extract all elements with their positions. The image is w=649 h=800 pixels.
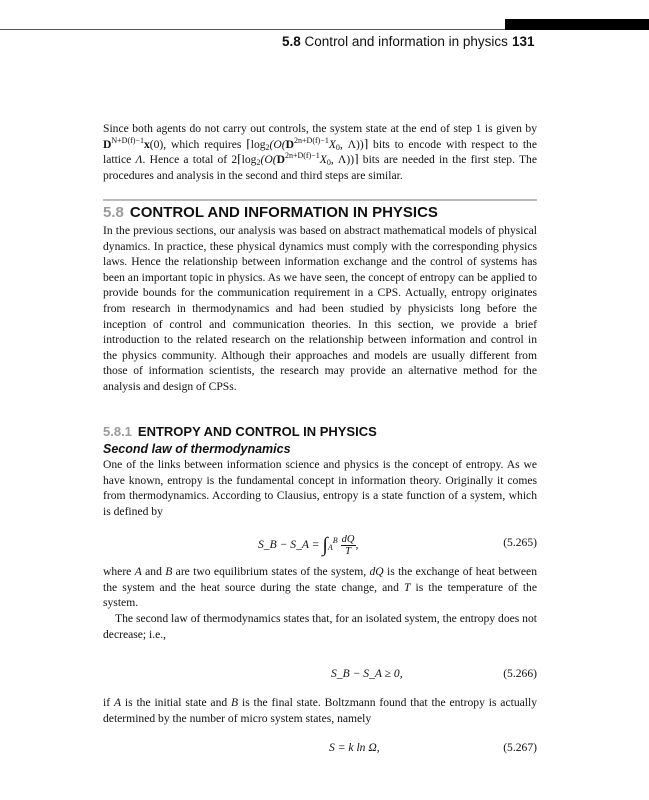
text-run: (0), which requires ⌈log xyxy=(149,137,266,151)
equation-number: (5.267) xyxy=(503,741,537,754)
paragraph-entropy: One of the links between information science and physics is the concept of entropy. As we have known, entropy is the fundamental concept in information theory. Originally it comes from thermodynamics. According to Clausius, entropy is a state function of a system, which is defined by xyxy=(103,458,537,518)
paragraph-boltzmann xyxy=(103,695,537,726)
text-run: Since both agents do not carry out controls, the system state at the end of step 1 is given by xyxy=(103,122,537,135)
numerator: dQ xyxy=(341,534,355,545)
integral-lower: A xyxy=(327,543,333,553)
text-run: . Hence a total of 2⌈log xyxy=(142,153,257,167)
math-b: D xyxy=(285,137,295,151)
running-header-number: 5.8 xyxy=(282,34,301,49)
math-i: X xyxy=(328,137,336,151)
equation-5-267 xyxy=(103,741,537,761)
math-i: (O( xyxy=(260,153,277,167)
math-i: A xyxy=(134,565,142,578)
math-sup: N+D(f)−1 xyxy=(111,135,144,145)
section-rule xyxy=(103,199,537,201)
text-run: , Λ))⌉ bits are needed in the first step. The procedures and analysis in the second and third steps are similar. xyxy=(103,153,537,182)
subsection-title: ENTROPY AND CONTROL IN PHYSICS xyxy=(137,424,377,439)
math-sub: 2 xyxy=(256,158,261,168)
math-i: (O( xyxy=(269,137,286,151)
equation-5-265 xyxy=(103,528,537,558)
running-header xyxy=(282,34,508,49)
text-run: is the temperature of the system. xyxy=(103,580,537,610)
page-number: 131 xyxy=(512,34,535,49)
math-i: A xyxy=(113,696,122,709)
text-run: is the exchange of heat between the system and the heat source during the state change, and xyxy=(103,565,538,594)
math-b: x xyxy=(143,137,150,151)
paragraph-step-one xyxy=(103,121,537,183)
equation-lhs: S_B − S_A = xyxy=(258,538,323,552)
section-title: CONTROL AND INFORMATION IN PHYSICS xyxy=(129,204,438,221)
equation-formula xyxy=(258,534,358,557)
text-run: are two equilibrium states of the system, xyxy=(172,565,370,578)
text-run: if xyxy=(103,696,114,709)
math-sub: 0 xyxy=(326,158,331,168)
paragraph-second-law: The second law of thermodynamics states that, for an isolated system, the entropy does not decrease; i.e., xyxy=(103,612,537,641)
text-run: , Λ))⌉ bits to encode with respect to the lattice xyxy=(103,137,537,167)
math-i: dQ xyxy=(369,565,384,578)
equation-5-266 xyxy=(103,667,537,687)
math-b: D xyxy=(103,137,112,151)
math-sup: 2n+D(f)−1 xyxy=(284,151,320,161)
math-sup: 2n+D(f)−1 xyxy=(294,135,329,145)
math-b: D xyxy=(276,153,285,167)
text-run: and xyxy=(141,565,166,578)
math-i: B xyxy=(165,565,173,578)
math-sub: 0 xyxy=(335,142,340,152)
math-i: Λ xyxy=(135,153,143,167)
equation-number: (5.266) xyxy=(503,667,537,680)
integral-upper: B xyxy=(332,536,338,546)
running-header-title: Control and information in physics xyxy=(304,34,508,49)
fraction xyxy=(341,534,356,557)
equation-formula: S_B − S_A ≥ 0, xyxy=(331,667,403,680)
equation-number: (5.265) xyxy=(503,536,537,549)
section-number: 5.8 xyxy=(103,204,124,221)
paragraph-where xyxy=(103,564,537,611)
paragraph-intro: In the previous sections, our analysis was based on abstract mathematical models of physical dynamics. In practice, these physical dynamics must comply with the corresponding physics laws. Hence the relationship between information exchange and the control of systems has been an important topic in physics. As we have seen, the concept of entropy can be applied to provide bounds for the communication requirement in a CPS. Actually, entropy originates from research in thermodynamics and had been studied by physicists long before the inception of control and communication theories. In this section, we provide a brief introduction to the related research on the relationship between information and control in the physics community. Although their approaches and models are usually different from those of information scientists, the research may provide an alternative method for the analysis and design of CPSs. xyxy=(103,224,537,393)
subsubsection-heading: Second law of thermodynamics xyxy=(103,442,291,456)
text-run: where xyxy=(103,565,135,578)
chapter-tab-bar xyxy=(505,19,649,30)
equation-formula: S = k ln Ω, xyxy=(329,741,380,754)
denominator: T xyxy=(345,546,351,557)
subsection-heading xyxy=(103,424,377,439)
integral-sign: ∫ xyxy=(322,534,328,556)
text-run: is the initial state and xyxy=(121,696,232,709)
text-run: is the final state. Boltzmann found that the entropy is actually determined by the number of micro system states, namely xyxy=(103,696,537,725)
math-i: B xyxy=(231,696,239,709)
section-heading xyxy=(103,204,438,221)
math-i: X xyxy=(319,153,327,167)
equation-comma: , xyxy=(355,538,359,552)
math-sub: 2 xyxy=(265,142,270,152)
math-i: T xyxy=(404,580,411,594)
subsection-number: 5.8.1 xyxy=(103,424,132,439)
